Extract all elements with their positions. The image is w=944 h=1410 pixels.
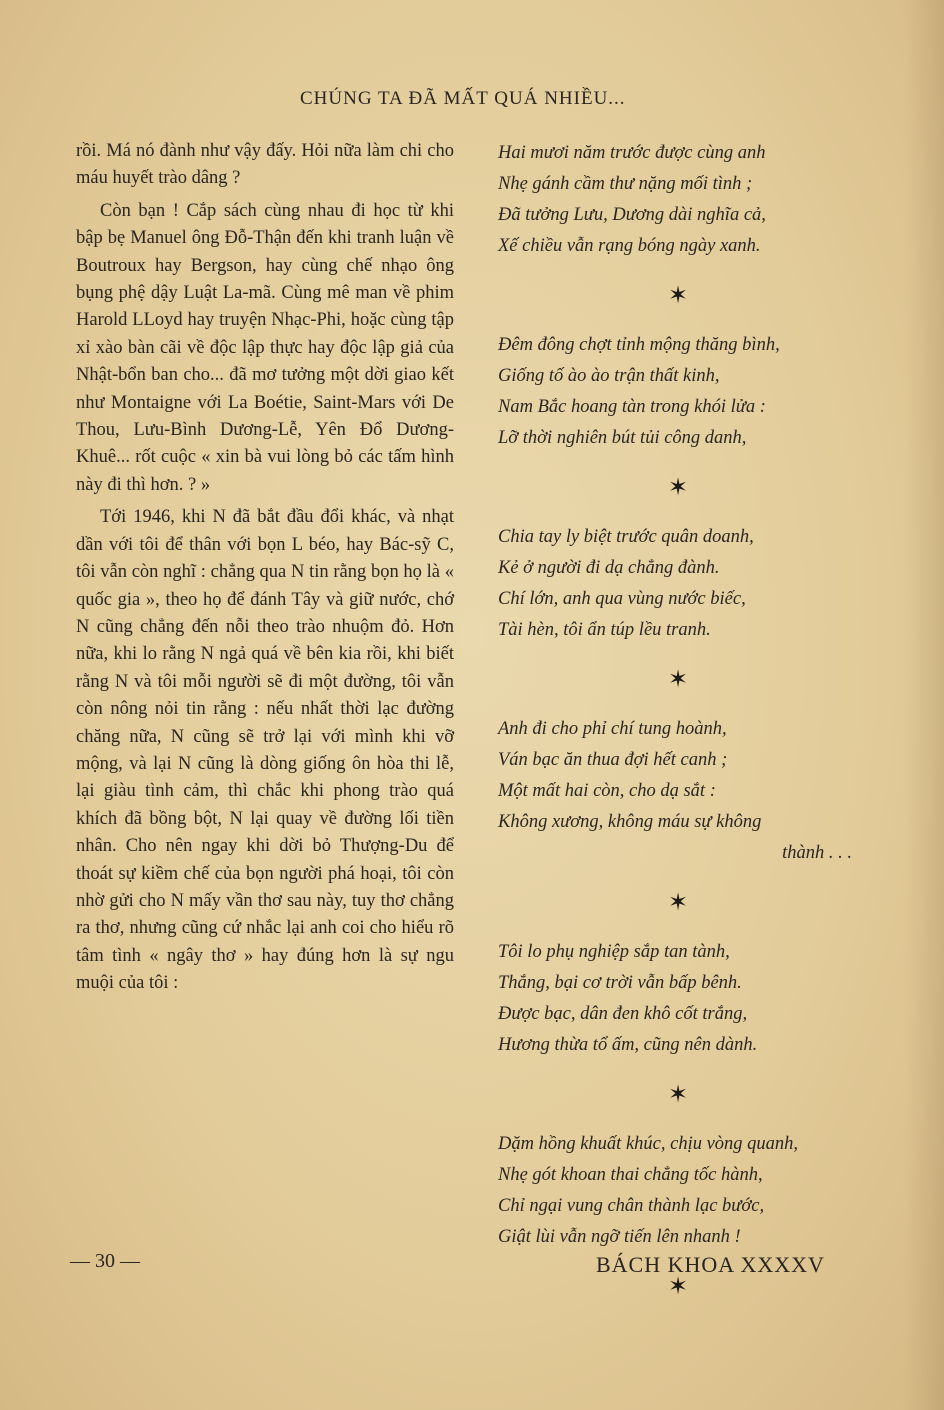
poem-line: Hương thừa tổ ấm, cũng nên dành. [498, 1035, 758, 1055]
poem-stanza-1 [498, 138, 858, 262]
poem-line: Chia tay ly biệt trước quân doanh, [498, 527, 754, 547]
poem-line: Không xương, không máu sự không [498, 812, 762, 832]
poem-line: Kẻ ở người đi dạ chẳng đành. [498, 558, 720, 578]
poem-line: Tài hèn, tôi ẩn túp lều tranh. [498, 620, 711, 640]
poem-line: Được bạc, dân đen khô cốt trắng, [498, 1004, 748, 1024]
poem-line: Giống tố ào ào trận thất kinh, [498, 366, 720, 386]
poem-line: Lỡ thời nghiên bút tủi công danh, [498, 428, 747, 448]
star-divider-icon: ✶ [667, 1082, 689, 1108]
poem-line: Hai mươi năm trước được cùng anh [498, 143, 766, 163]
paragraph-2: Còn bạn ! Cắp sách cùng nhau đi học từ khi bập bẹ Manuel ông Đỗ-Thận đến khi tranh luận về Boutroux hay Bergson, hay cùng chế nhạo ông bụng phệ dậy Luật La-mã. Cùng mê man về phim Harold LLoyd hay truyện Nhạc-Phi, hoặc cùng tập xỉ xào bàn cãi về độc lập thực hay độc lập giả của Nhật-bổn ban cho... đã mơ tưởng một dời giao kết như Montaigne với La Boétie, Saint-Mars với De Thou, Lưu-Bình Dương-Lễ, Yên Đổ Dương-Khuê... rốt cuộc « xin bà vui lòng bỏ các tấm hình này đi thì hơn. ? » [76, 200, 454, 495]
poem-line: Tôi lo phụ nghiệp sắp tan tành, [498, 942, 730, 962]
poem-column [498, 138, 858, 1321]
poem-line: Anh đi cho phỉ chí tung hoành, [498, 719, 727, 739]
star-divider-icon: ✶ [667, 475, 689, 501]
poem-line: Một mất hai còn, cho dạ sắt : [498, 781, 716, 801]
poem-line: Đã tưởng Lưu, Dương dài nghĩa cả, [498, 205, 766, 225]
poem-line: Xế chiều vẫn rạng bóng ngày xanh. [498, 236, 761, 256]
poem-line: Nhẹ gánh cầm thư nặng mối tình ; [498, 174, 753, 194]
poem-line: Giật lùi vẫn ngỡ tiến lên nhanh ! [498, 1227, 741, 1247]
left-column [76, 138, 454, 998]
poem-line: Đêm đông chợt tỉnh mộng thăng bình, [498, 335, 780, 355]
poem-stanza-2 [498, 330, 858, 454]
magazine-issue: BÁCH KHOA XXXXV [596, 1252, 825, 1277]
star-divider-icon: ✶ [667, 890, 689, 916]
paragraph-3: Tới 1946, khi N đã bắt đầu đổi khác, và nhạt dần với tôi để thân với bọn L béo, hay Bác-sỹ C, tôi vẫn còn nghĩ : chẳng qua N tin rằng bọn họ là « quốc gia », theo họ để đánh Tây và giữ nước, chớ N cũng chẳng đến nỗi theo trào nhuộm đỏ. Hơn nữa, khi lo rằng N ngả quá về bên kia rồi, khi biết rằng N và tôi mỗi người sẽ đi một đường, tôi vẫn còn nông nỏi tin rằng : nếu nhất thời lạc đường chăng nữa, N cũng sẽ trở lại với mình khi vỡ mộng, và lại N cũng là dòng giống ôn hòa thi lễ, lại giàu tình cảm, thì chắc khi phong trào quá khích đã bồng bột, N lại quay về đường lối tiền nhân. Cho nên ngay khi dời bỏ Thượng-Du để thoát sự kiềm chế của bọn người phá hoại, tôi còn nhờ gửi cho N mấy vần thơ sau này, tuy thơ chẳng ra thơ, nhưng cũng cứ nhắc lại anh coi cho hiểu rõ tâm tình « ngây thơ » hay đúng hơn là sự ngu muội của tôi : [76, 507, 454, 994]
poem-stanza-4 [498, 714, 858, 869]
star-divider-icon: ✶ [667, 1274, 689, 1300]
star-divider-icon: ✶ [667, 667, 689, 693]
poem-stanza-6 [498, 1129, 858, 1253]
poem-line: Nhẹ gót khoan thai chẳng tốc hành, [498, 1165, 763, 1185]
page-edge-shadow [904, 0, 944, 1410]
poem-line-continuation: thành . . . [782, 843, 852, 863]
poem-line: Nam Bắc hoang tàn trong khói lửa : [498, 397, 766, 417]
poem-line: Chí lớn, anh qua vùng nước biếc, [498, 589, 746, 609]
poem-stanza-5 [498, 937, 858, 1061]
poem-line: Chỉ ngại vung chân thành lạc bước, [498, 1196, 765, 1216]
star-divider-icon: ✶ [667, 283, 689, 309]
paragraph-1: rồi. Má nó đành như vậy đấy. Hỏi nữa làm chi cho máu huyết trào dâng ? [76, 141, 454, 189]
poem-line: Thắng, bại cơ trời vẫn bấp bênh. [498, 973, 742, 993]
page-number: — 30 — [70, 1250, 140, 1272]
page-header: CHÚNG TA ĐÃ MẤT QUÁ NHIỀU... [300, 88, 626, 109]
poem-line: Ván bạc ăn thua đợi hết canh ; [498, 750, 728, 770]
poem-stanza-3 [498, 522, 858, 646]
poem-line: Dặm hồng khuất khúc, chịu vòng quanh, [498, 1134, 799, 1154]
